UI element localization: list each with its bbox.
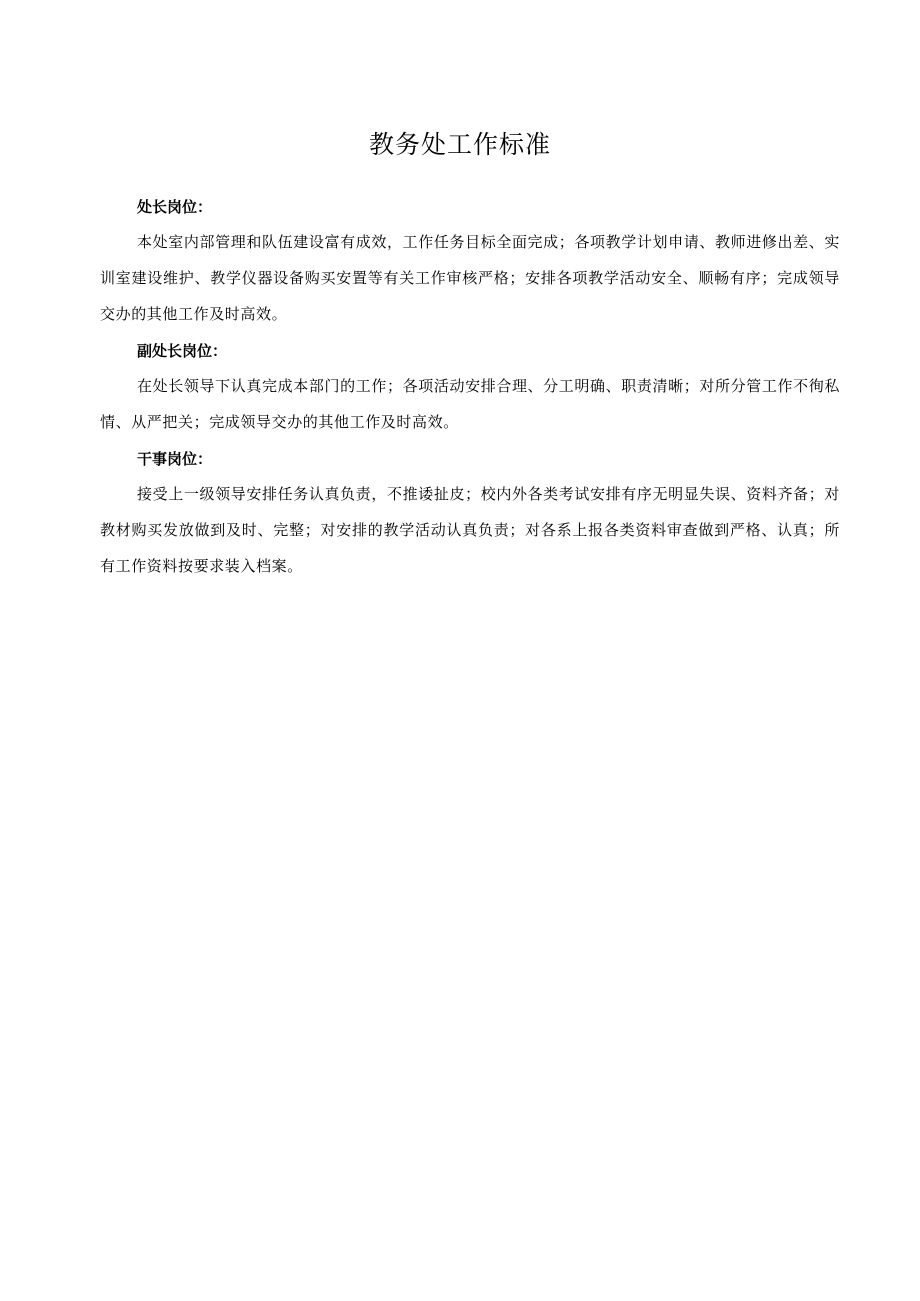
section-body: 在处长领导下认真完成本部门的工作；各项活动安排合理、分工明确、职责清晰；对所分管工作不徇私情、从严把关；完成领导交办的其他工作及时高效。 [100,377,840,431]
section-heading: 干事岗位： [137,450,213,468]
section-heading: 副处长岗位： [137,342,228,360]
section-body: 接受上一级领导安排任务认真负责，不推诿扯皮；校内外各类考试安排有序无明显失误、资料齐备；对教材购买发放做到及时、完整；对安排的教学活动认真负责；对各系上报各类资料审查做到严格、认真；所有工作资料按要求装入档案。 [100,485,840,575]
section-heading: 处长岗位： [137,198,213,216]
section-director [100,190,840,332]
section-staff [100,442,840,584]
section-deputy-director [100,334,840,440]
document-title: 教务处工作标准 [368,129,551,159]
document-content [100,190,840,586]
section-body: 本处室内部管理和队伍建设富有成效，工作任务目标全面完成；各项教学计划申请、教师进修出差、实训室建设维护、教学仪器设备购买安置等有关工作审核严格；安排各项教学活动安全、顺畅有序；完成领导交办的其他工作及时高效。 [100,233,840,323]
